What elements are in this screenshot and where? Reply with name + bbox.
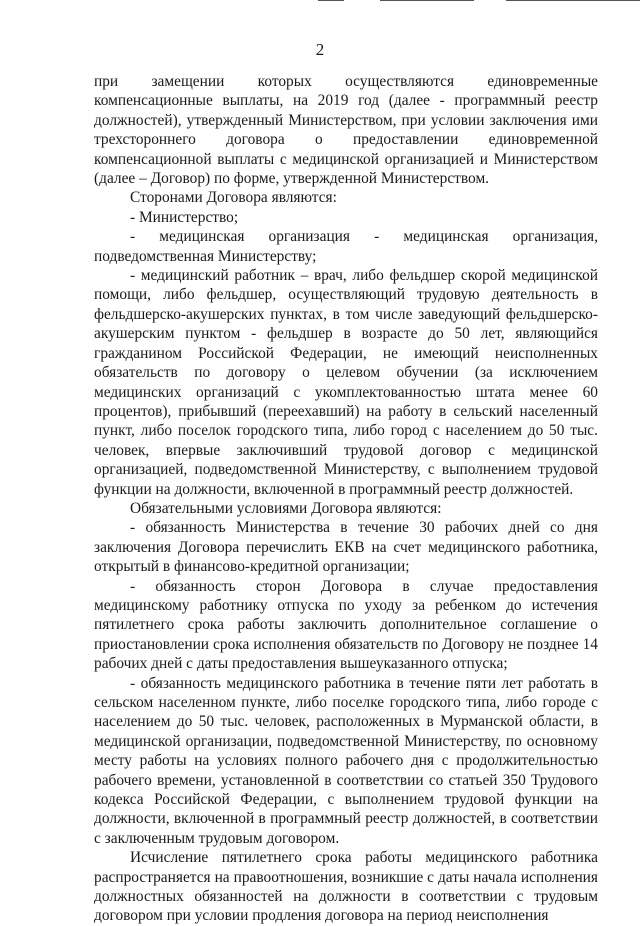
paragraph: - Министерство;	[130, 208, 239, 226]
paragraph: - медицинский работник – врач, либо фельдшер скорой медицинской помощи, либо фельдшер, осуществляющий трудовую деятельность в фельдшерско-акушерских пунктах, в том числе заведующий фельдшерско-акушерским пунктом - фельдшер в возрасте до 50 лет, являющийся гражданином Российской Федерации, не имеющий неисполненных обязательств по договору о целевом обучении (за исключением медицинских организаций с укомплектованностью штата менее 60 процентов), прибывший (переехавший) на работу в сельский населенный пункт, либо поселок городского типа, либо город с населением до 50 тыс. человек, впервые заключивший трудовой договор с медицинской организацией, подведомственной Министерству, с выполнением трудовой функции на должности, включенной в программный реестр должностей.	[94, 267, 598, 498]
paragraph: Обязательными условиями Договора являются:	[130, 499, 442, 517]
document-body	[94, 72, 598, 926]
top-edge-line	[506, 0, 640, 1]
paragraph: Исчисление пятилетнего срока работы медицинского работника распространяется на правоотношения, возникшие с даты начала исполнения должностных обязанностей на должности в соответствии с трудовым договором при условии продления договора на период неисполнения	[94, 849, 598, 925]
top-edge-line	[318, 0, 344, 1]
page-number: 2	[315, 40, 325, 59]
paragraph: - обязанность медицинского работника в течение пяти лет работать в сельском населенном пункте, либо поселке городского типа, либо городе с населением до 50 тыс. человек, расположенных в Мурманской области, в медицинской организации, подведомственной Министерству, по основному месту работы на условиях полного рабочего дня с продолжительностью рабочего времени, установленной в соответствии со статьей 350 Трудового кодекса Российской Федерации, с выполнением трудовой функции на должности, включенной в программный реестр должностей, в соответствии с заключенным трудовым договором.	[94, 674, 598, 847]
paragraph: - обязанность Министерства в течение 30 рабочих дней со дня заключения Договора перечислить ЕКВ на счет медицинского работника, открытый в финансово-кредитной организации;	[94, 519, 598, 576]
top-edge-line	[380, 0, 474, 1]
paragraph: Сторонами Договора являются:	[130, 189, 337, 207]
paragraph: при замещении которых осуществляются единовременные компенсационные выплаты, на 2019 год (далее - программный реестр должностей), утвержденный Министерством, при условии заключения ими трехстороннего договора о предоставлении единовременной компенсационной выплаты с медицинской организацией и Министерством (далее – Договор) по форме, утвержденной Министерством.	[94, 73, 598, 188]
paragraph: - медицинская организация - медицинская организация, подведомственная Министерству;	[94, 228, 598, 265]
paragraph: - обязанность сторон Договора в случае предоставления медицинскому работнику отпуска по уходу за ребенком до истечения пятилетнего срока работы заключить дополнительное соглашение о приостановлении срока исполнения обязательств по Договору не позднее 14 рабочих дней с даты предоставления вышеуказанного отпуска;	[94, 577, 598, 673]
